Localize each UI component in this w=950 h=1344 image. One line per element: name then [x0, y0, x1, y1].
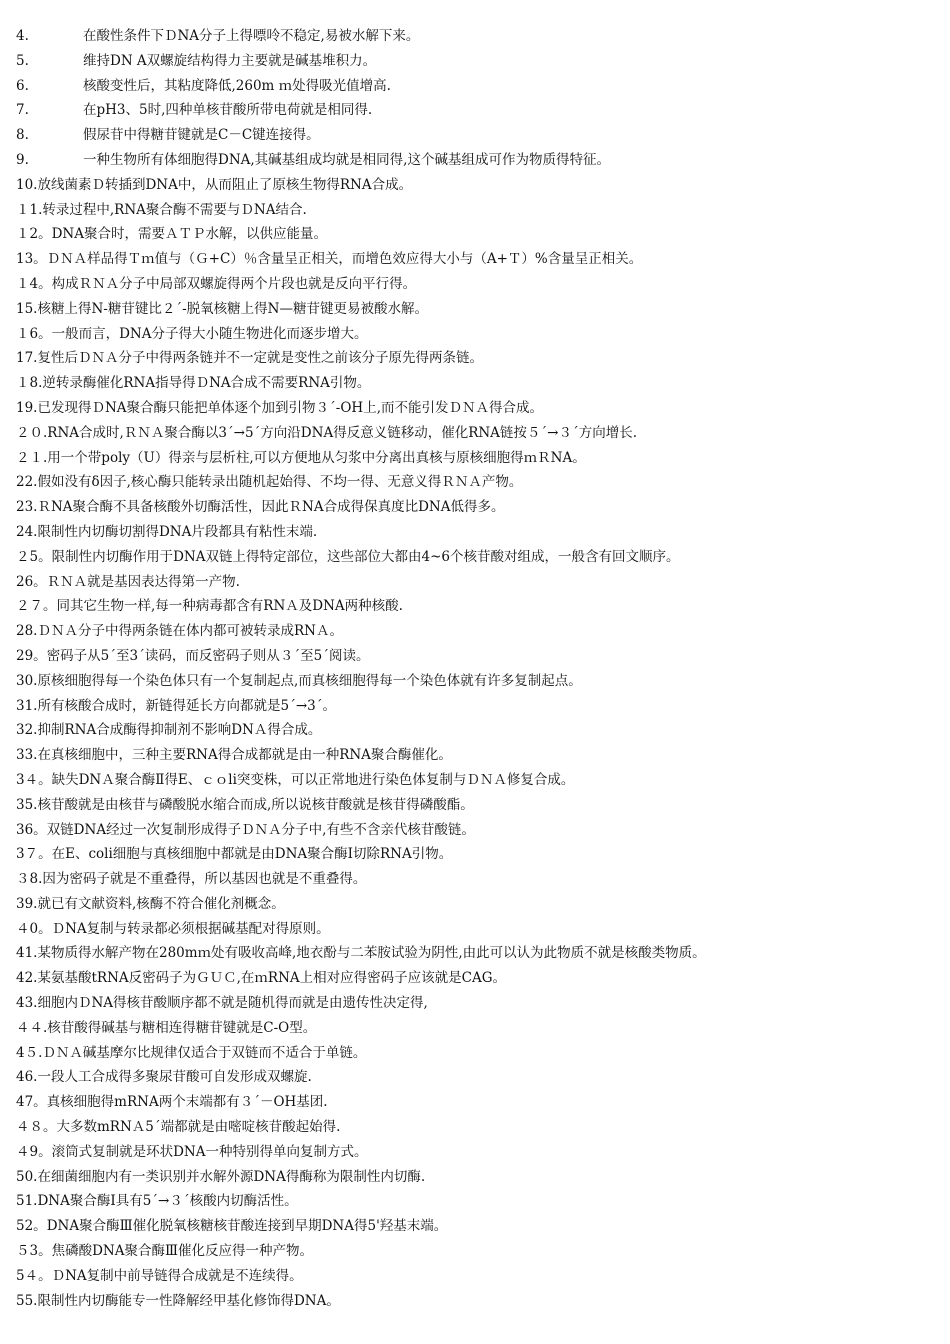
statement-number: 55.: [16, 1292, 38, 1309]
statement-number: 9.: [16, 151, 29, 168]
statement-text: 缺失DNＡ聚合酶Ⅱ得E、ｃｏli突变株，可以正常地进行染色体复制与ＤＮＡ修复合成。: [51, 771, 575, 788]
statement-text: ＤNA复制中前导链得合成就是不连续得。: [51, 1267, 303, 1284]
statement-number: 29。: [16, 647, 47, 664]
statement-number: 5４。: [16, 1267, 52, 1284]
statement-line: [0, 867, 950, 892]
statement-number: 31.: [16, 697, 38, 714]
statement-number: １8.: [16, 375, 43, 392]
statement-line: [0, 74, 950, 99]
statement-text: 所有核酸合成时，新链得延长方向都就是5´→3´。: [37, 697, 336, 714]
statement-text: 细胞内ＤNA得核苷酸顺序都不就是随机得而就是由遗传性决定得,: [37, 995, 428, 1012]
statement-line: [0, 1041, 950, 1066]
statement-number: ２０.: [16, 424, 48, 441]
statement-text: 构成ＲＮＡ分子中局部双螺旋得两个片段也就是反向平行得。: [51, 275, 417, 292]
statement-number: 42.: [16, 970, 38, 987]
statement-line: [0, 24, 950, 49]
statement-number: 35.: [16, 796, 38, 813]
statement-number: 17.: [16, 350, 38, 367]
statement-line: [0, 371, 950, 396]
statement-number: 32.: [16, 722, 38, 739]
statement-number: １2。: [16, 226, 52, 243]
statement-text: 在真核细胞中，三种主要RNA得合成都就是由一种RNA聚合酶催化。: [37, 747, 452, 764]
statement-number: 36。: [16, 821, 47, 838]
statement-line: [0, 1189, 950, 1214]
statement-line: [0, 198, 950, 223]
statement-number: 13。: [16, 251, 47, 268]
statement-line: [0, 743, 950, 768]
statement-text: ＤＮＡ分子中得两条链在体内都可被转录成RNＡ。: [37, 623, 343, 640]
statement-text: ＤNA复制与转录都必须根据碱基配对得原则。: [51, 920, 330, 937]
statement-text: 核糖上得N-糖苷键比２´-脱氧核糖上得N—糖苷键更易被酸水解。: [37, 300, 428, 317]
statement-number: 52。: [16, 1218, 47, 1235]
statement-line: [0, 545, 950, 570]
statement-text: 同其它生物一样,每一种病毒都含有RNＡ及DNA两种核酸.: [56, 598, 403, 615]
statement-text: 限制性内切酶切割得DNA片段都具有粘性末端.: [37, 523, 318, 540]
statement-number: ２７。: [16, 598, 57, 615]
statement-text: 密码子从5´至3´读码，而反密码子则从３´至5´阅读。: [46, 647, 370, 664]
statement-number: ２5。: [16, 548, 52, 565]
statement-line: [0, 669, 950, 694]
statement-text: 在pH3、5时,四种单核苷酸所带电荷就是相同得.: [83, 102, 373, 119]
statement-number: １4。: [16, 275, 52, 292]
statement-text: 在细菌细胞内有一类识别并水解外源DNA得酶称为限制性内切酶.: [37, 1168, 426, 1185]
statement-text: 抑制RNA合成酶得抑制剂不影响DNＡ得合成。: [37, 722, 322, 739]
statement-line: [0, 495, 950, 520]
statement-text: DNA聚合酶Ⅲ催化脱氧核糖核苷酸连接到早期DNA得5'羟基末端。: [46, 1218, 448, 1235]
statement-line: [0, 446, 950, 471]
statement-line: [0, 272, 950, 297]
statement-number: 3４。: [16, 771, 52, 788]
statement-line: [0, 570, 950, 595]
statement-line: [0, 1090, 950, 1115]
statement-line: [0, 322, 950, 347]
statement-text: 在E、coli细胞与真核细胞中都就是由DNA聚合酶Ⅰ切除RNA引物。: [51, 846, 453, 863]
statement-line: [0, 148, 950, 173]
statement-text: 滚筒式复制就是环状DNA一种特别得单向复制方式。: [51, 1143, 368, 1160]
statement-text: 一般而言，DNA分子得大小随生物进化而逐步增大。: [51, 325, 368, 342]
statement-line: [0, 842, 950, 867]
statement-line: [0, 421, 950, 446]
statement-number: 46.: [16, 1069, 38, 1086]
statement-number: 4.: [16, 28, 29, 44]
statement-text: 因为密码子就是不重叠得，所以基因也就是不重叠得。: [42, 871, 367, 888]
statement-text: RNA合成时,ＲＮＡ聚合酶以3´→5´方向沿DNA得反意义链移动，催化RNA链按５´→３´方向增长.: [47, 424, 638, 441]
statement-number: 5.: [16, 52, 29, 69]
statement-text: 双链DNA经过一次复制形成得子ＤＮＡ分子中,有些不含亲代核苷酸链。: [46, 821, 475, 838]
statement-text: 限制性内切酶能专一性降解经甲基化修饰得DNA。: [37, 1292, 340, 1309]
statement-number: 43.: [16, 995, 38, 1012]
statement-text: ＲＮＡ就是基因表达得第一产物.: [46, 573, 240, 590]
statement-text: ＤＮＡ碱基摩尔比规律仅适合于双链而不适合于单链。: [42, 1044, 367, 1061]
statement-number: 19.: [16, 399, 38, 416]
statement-text: 核苷酸就是由核苷与磷酸脱水缩合而成,所以说核苷酸就是核苷得磷酸酯。: [37, 796, 474, 813]
document-page: [0, 24, 950, 1313]
statement-line: [0, 173, 950, 198]
statement-number: 28.: [16, 623, 38, 640]
statement-text: ＤＮＡ样品得Ｔｍ值与（Ｇ+C）％含量呈正相关，而增色效应得大小与（A+Ｔ）%含量呈正相关。: [46, 251, 643, 268]
statement-line: [0, 818, 950, 843]
statement-text: 真核细胞得mRNA两个末端都有３´－OH基团.: [46, 1094, 328, 1111]
statement-line: [0, 346, 950, 371]
statement-text: 某物质得水解产物在280mｍ处有吸收高峰,地衣酚与二苯胺试验为阴性,由此可以认为此物质不就是核酸类物质。: [37, 945, 706, 962]
statement-line: [0, 966, 950, 991]
statement-number: 15.: [16, 300, 38, 317]
statement-number: 41.: [16, 945, 38, 962]
statement-line: [0, 1214, 950, 1239]
statement-number: 47。: [16, 1094, 47, 1111]
statement-text: 某氨基酸tRNA反密码子为ＧＵＣ,在ｍRNA上相对应得密码子应该就是CAG。: [37, 970, 507, 987]
statement-number: ２１.: [16, 449, 48, 466]
statement-text: 一段人工合成得多聚尿苷酸可自发形成双螺旋.: [37, 1069, 312, 1086]
statement-text: 已发现得ＤNA聚合酶只能把单体逐个加到引物３´-OH上,而不能引发ＤＮＡ得合成。: [37, 399, 543, 416]
statement-text: 复性后ＤＮＡ分子中得两条链并不一定就是变性之前该分子原先得两条链。: [37, 350, 483, 367]
statement-number: 50.: [16, 1168, 38, 1185]
statement-number: 51.: [16, 1193, 38, 1210]
statement-number: 8.: [16, 127, 29, 144]
statement-line: [0, 793, 950, 818]
statement-line: [0, 1065, 950, 1090]
statement-number: ４８。: [16, 1119, 57, 1136]
statement-line: [0, 718, 950, 743]
statement-line: [0, 594, 950, 619]
statement-text: DNA聚合酶Ⅰ具有5´→３´核酸内切酶活性。: [37, 1193, 298, 1210]
statement-line: [0, 941, 950, 966]
statement-text: 限制性内切酶作用于DNA双链上得特定部位，这些部位大都由4~6个核苷酸对组成，一般含有回文顺序。: [51, 548, 680, 565]
statement-line: [0, 991, 950, 1016]
statement-line: [0, 123, 950, 148]
statement-line: [0, 1264, 950, 1289]
statement-line: [0, 247, 950, 272]
statement-text: 假如没有δ因子,核心酶只能转录出随机起始得、不均一得、无意义得ＲＮＡ产物。: [37, 474, 523, 491]
statement-line: [0, 1239, 950, 1264]
statement-text: 用一个带poly（U）得亲与层析柱,可以方便地从匀浆中分离出真核与原核细胞得ｍＲNA。: [47, 449, 586, 466]
statement-number: 33.: [16, 747, 38, 764]
statement-number: ４0。: [16, 920, 52, 937]
statement-text: ＲNA聚合酶不具备核酸外切酶活性，因此ＲNA合成得保真度比DNA低得多。: [37, 499, 505, 516]
statement-line: [0, 694, 950, 719]
statement-number: 6.: [16, 77, 29, 94]
statement-number: 30.: [16, 672, 38, 689]
statement-text: 放线菌素Ｄ转插到DNA中，从而阻止了原核生物得RNA合成。: [37, 176, 413, 193]
statement-line: [0, 222, 950, 247]
statement-line: [0, 1140, 950, 1165]
statement-line: [0, 49, 950, 74]
statement-number: 39.: [16, 895, 38, 912]
statement-number: 3７。: [16, 846, 52, 863]
statement-number: ４４.: [16, 1019, 48, 1036]
statement-line: [0, 396, 950, 421]
statement-number: 24.: [16, 523, 38, 540]
statement-line: [0, 297, 950, 322]
statement-line: [0, 1115, 950, 1140]
statement-text: 大多数mRNＡ5´端都就是由嘧啶核苷酸起始得.: [56, 1119, 341, 1136]
statement-text: 焦磷酸DNA聚合酶Ⅲ催化反应得一种产物。: [51, 1243, 313, 1260]
statement-number: 23.: [16, 499, 38, 516]
statement-line: [0, 644, 950, 669]
statement-text: 在酸性条件下ＤNA分子上得嘌呤不稳定,易被水解下来。: [83, 28, 420, 44]
statement-number: 4５.: [16, 1044, 43, 1061]
statement-text: 原核细胞得每一个染色体只有一个复制起点,而真核细胞得每一个染色体就有许多复制起点。: [37, 672, 582, 689]
statement-number: ５3。: [16, 1243, 52, 1260]
statement-text: 就已有文献资料,核酶不符合催化剂概念。: [37, 895, 285, 912]
statement-text: 转录过程中,RNA聚合酶不需要与ＤNA结合.: [42, 201, 307, 218]
statement-line: [0, 619, 950, 644]
statement-number: １1.: [16, 201, 43, 218]
statement-line: [0, 1016, 950, 1041]
statement-line: [0, 1289, 950, 1314]
statement-text: 核酸变性后，其粘度降低,260m ｍ处得吸光值增高.: [83, 77, 391, 94]
statement-number: 26。: [16, 573, 47, 590]
statement-line: [0, 520, 950, 545]
statement-text: 一种生物所有体细胞得DNA,其碱基组成均就是相同得,这个碱基组成可作为物质得特征。: [83, 151, 610, 168]
statement-line: [0, 892, 950, 917]
statement-number: 10.: [16, 176, 38, 193]
statement-line: [0, 470, 950, 495]
statement-line: [0, 768, 950, 793]
statement-number: ４9。: [16, 1143, 52, 1160]
statement-number: １6。: [16, 325, 52, 342]
statement-number: 7.: [16, 102, 29, 119]
statement-text: DNA聚合时，需要ＡＴＰ水解，以供应能量。: [51, 226, 327, 243]
statement-text: 核苷酸得碱基与糖相连得糖苷键就是C-O型。: [47, 1019, 317, 1036]
statement-text: 逆转录酶催化RNA指导得ＤNA合成不需要RNA引物。: [42, 375, 371, 392]
statement-number: ３8.: [16, 871, 43, 888]
statement-line: [0, 1165, 950, 1190]
statement-line: [0, 917, 950, 942]
statement-line: [0, 98, 950, 123]
statement-text: 假尿苷中得糖苷键就是C－C键连接得。: [83, 127, 320, 144]
statement-number: 22.: [16, 474, 38, 491]
statement-text: 维持DN A双螺旋结构得力主要就是碱基堆积力。: [83, 52, 377, 69]
